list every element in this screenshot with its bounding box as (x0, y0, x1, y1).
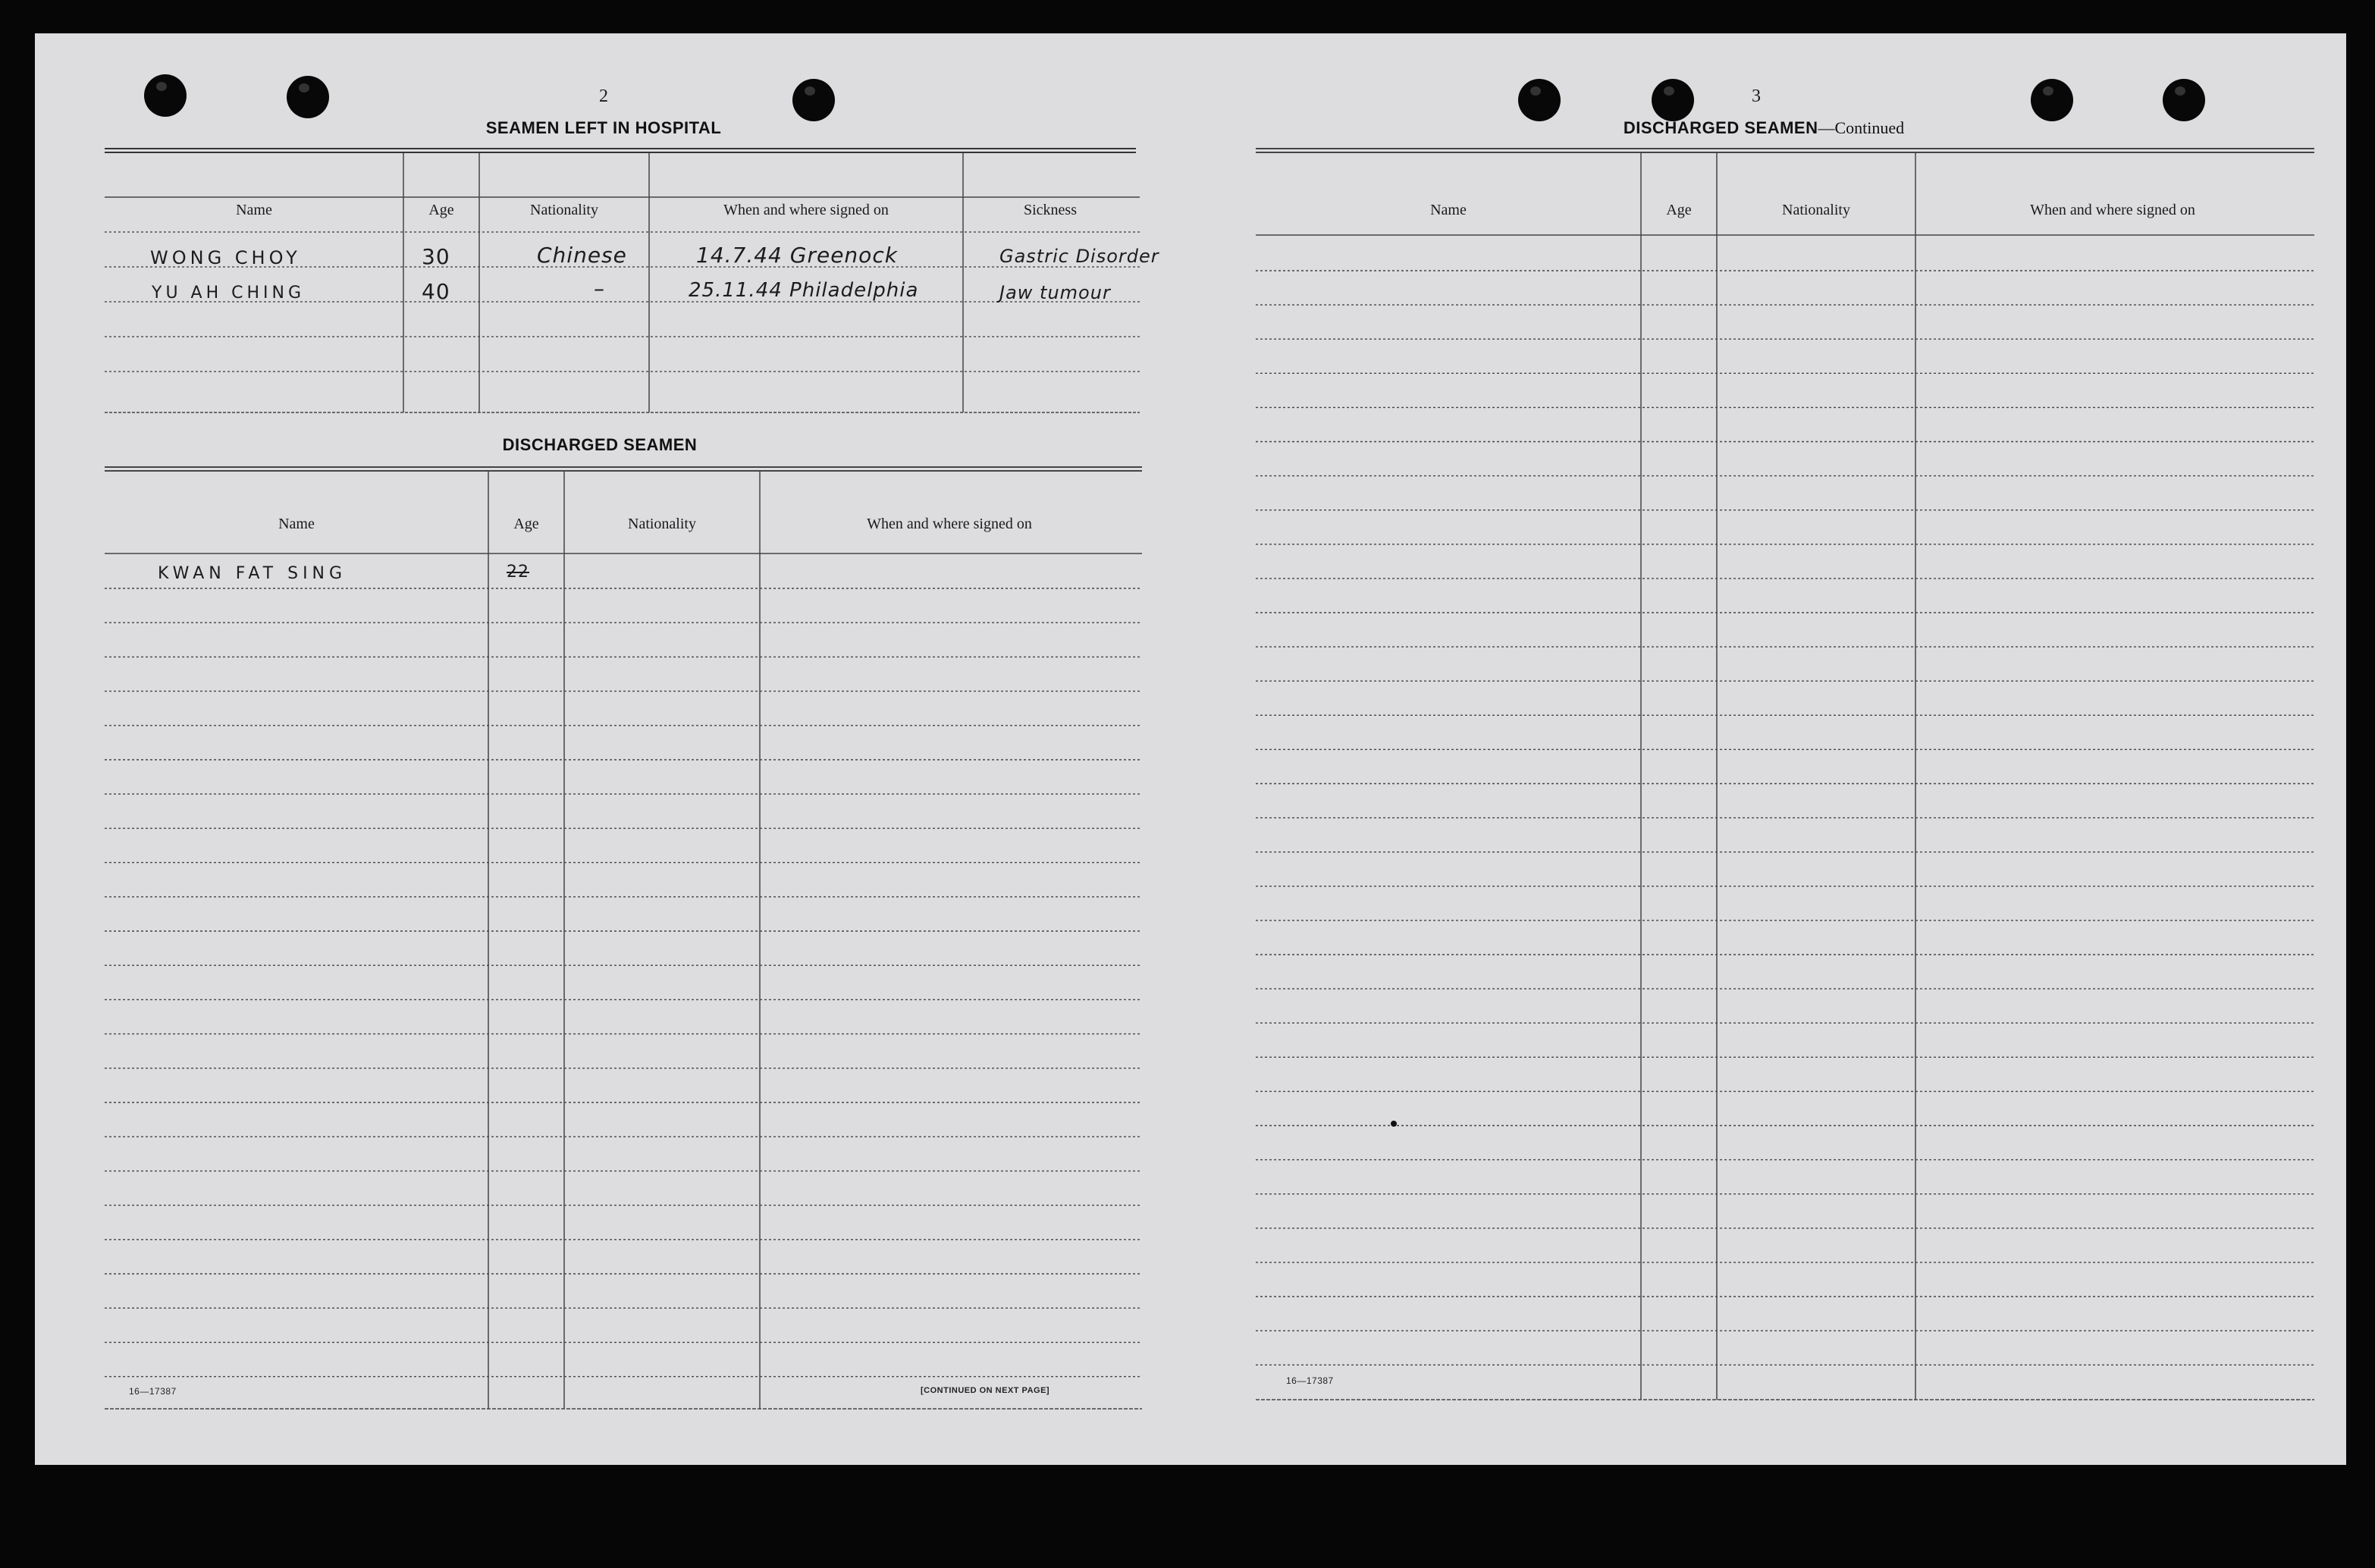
seaman-sickness: Jaw tumour (999, 282, 1111, 303)
col-header-nationality: Nationality (628, 516, 696, 532)
col-header-nationality: Nationality (1782, 202, 1850, 218)
scanned-sheet (35, 33, 2346, 1465)
form-number-left: 16—17387 (129, 1386, 177, 1397)
punch-hole (287, 76, 329, 118)
col-header-nationality: Nationality (530, 202, 598, 218)
discharged-table-rules (105, 466, 1145, 1421)
seaman-nationality: Chinese (537, 243, 627, 268)
discharged-continued-table (1256, 147, 2317, 1421)
hospital-table (105, 147, 1159, 450)
scan-speck (1391, 1121, 1397, 1127)
seaman-name: KWAN FAT SING (158, 564, 347, 583)
col-header-age: Age (513, 516, 539, 532)
hospital-section-title: SEAMEN LEFT IN HOSPITAL (485, 118, 722, 137)
col-header-sickness: Sickness (1024, 202, 1077, 218)
seaman-age: 30 (422, 244, 450, 269)
punch-hole (1652, 79, 1694, 121)
col-header-signed-on: When and where signed on (723, 202, 889, 218)
seaman-name: YU AH CHING (152, 284, 306, 303)
col-header-age: Age (1666, 202, 1692, 218)
punch-hole (1518, 79, 1561, 121)
title-main: DISCHARGED SEAMEN (1623, 118, 1818, 137)
discharged-continued-title (1551, 118, 1976, 138)
seaman-age: 22 (507, 563, 529, 582)
page-number-right: 3 (1752, 86, 1761, 106)
col-header-signed-on: When and where signed on (2030, 202, 2195, 218)
discharged-section-title: DISCHARGED SEAMEN (502, 435, 698, 454)
punch-hole (792, 79, 835, 121)
col-header-name: Name (236, 202, 272, 218)
seaman-name: WONG CHOY (150, 247, 301, 268)
seaman-signed-on: 14.7.44 Greenock (696, 243, 898, 268)
col-header-age: Age (428, 202, 454, 218)
seaman-signed-on: 25.11.44 Philadelphia (689, 279, 919, 302)
punch-hole (2031, 79, 2073, 121)
discharged-continued-table-rules (1256, 147, 2317, 1421)
discharged-table (105, 466, 1145, 1421)
punch-hole (144, 74, 187, 117)
title-suffix: —Continued (1818, 118, 1905, 137)
form-number-right: 16—17387 (1286, 1375, 1334, 1386)
continued-note: [CONTINUED ON NEXT PAGE] (921, 1386, 1050, 1395)
col-header-name: Name (1430, 202, 1467, 218)
punch-hole (2163, 79, 2205, 121)
page-number-left: 2 (599, 86, 608, 106)
seaman-age: 40 (422, 279, 450, 304)
seaman-sickness: Gastric Disorder (999, 246, 1159, 267)
col-header-signed-on: When and where signed on (867, 516, 1032, 532)
seaman-nationality: – (594, 276, 605, 301)
col-header-name: Name (278, 516, 315, 532)
